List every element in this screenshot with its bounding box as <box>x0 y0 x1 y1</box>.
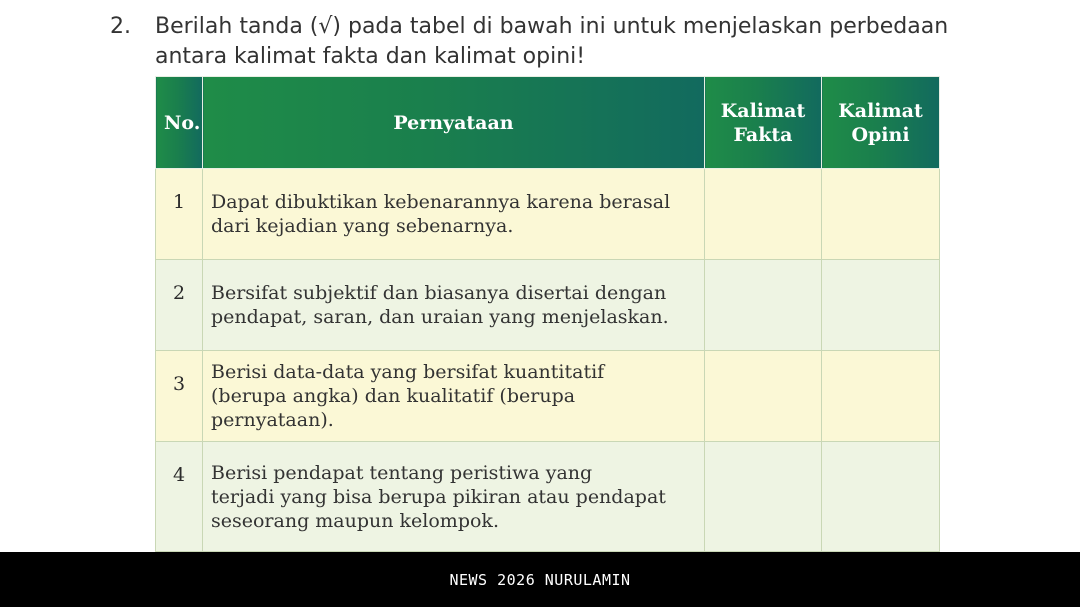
header-fact <box>705 77 822 169</box>
opinion-checkbox-cell[interactable] <box>822 442 940 552</box>
row-number: 1 <box>156 169 203 260</box>
header-opinion <box>822 77 940 169</box>
header-fact-line-1: Kalimat <box>720 99 806 122</box>
row-statement <box>203 169 705 260</box>
statement-line: Bersifat subjektif dan biasanya disertai dengan <box>211 282 667 304</box>
fact-checkbox-cell[interactable] <box>705 442 822 552</box>
row-statement <box>203 351 705 442</box>
fact-checkbox-cell[interactable] <box>705 351 822 442</box>
statement-line: Berisi pendapat tentang peristiwa yang <box>211 461 593 484</box>
fact-checkbox-cell[interactable] <box>705 169 822 260</box>
header-no: No. <box>156 77 203 169</box>
statement-line: (berupa angka) dan kualitatif (berupa pernyataan). <box>211 385 576 431</box>
row-statement <box>203 260 705 351</box>
question-text-line-1: Berilah tanda (√) pada tabel di bawah ini untuk menjelaskan perbedaan <box>155 14 949 39</box>
question-text-line-2: antara kalimat fakta dan kalimat opini! <box>155 44 586 69</box>
opinion-checkbox-cell[interactable] <box>822 351 940 442</box>
table-row <box>156 351 940 442</box>
row-number: 3 <box>156 351 203 442</box>
row-number: 2 <box>156 260 203 351</box>
header-opinion-line-1: Kalimat <box>838 99 923 122</box>
statement-line: dari kejadian yang sebenarnya. <box>211 215 514 237</box>
table-row <box>156 260 940 351</box>
fact-opinion-table <box>155 76 940 552</box>
table-header-row <box>156 77 940 169</box>
table-row <box>156 442 940 552</box>
statement-line: Berisi data-data yang bersifat kuantitatif <box>211 361 605 383</box>
fact-checkbox-cell[interactable] <box>705 260 822 351</box>
table-row <box>156 169 940 260</box>
footer-caption-bar <box>0 552 1080 607</box>
statement-line: seseorang maupun kelompok. <box>211 509 499 532</box>
opinion-checkbox-cell[interactable] <box>822 169 940 260</box>
header-fact-line-2: Fakta <box>733 123 793 146</box>
question-number: 2. <box>110 14 131 39</box>
statement-line: terjadi yang bisa berupa pikiran atau pendapat <box>211 485 666 508</box>
row-statement <box>203 442 705 552</box>
header-statement: Pernyataan <box>203 77 705 169</box>
footer-caption: NEWS 2026 NURULAMIN <box>449 570 631 589</box>
opinion-checkbox-cell[interactable] <box>822 260 940 351</box>
statement-line: pendapat, saran, dan uraian yang menjelaskan. <box>211 306 669 328</box>
row-number: 4 <box>156 442 203 552</box>
header-opinion-line-2: Opini <box>851 123 910 146</box>
statement-line: Dapat dibuktikan kebenarannya karena berasal <box>211 191 671 213</box>
